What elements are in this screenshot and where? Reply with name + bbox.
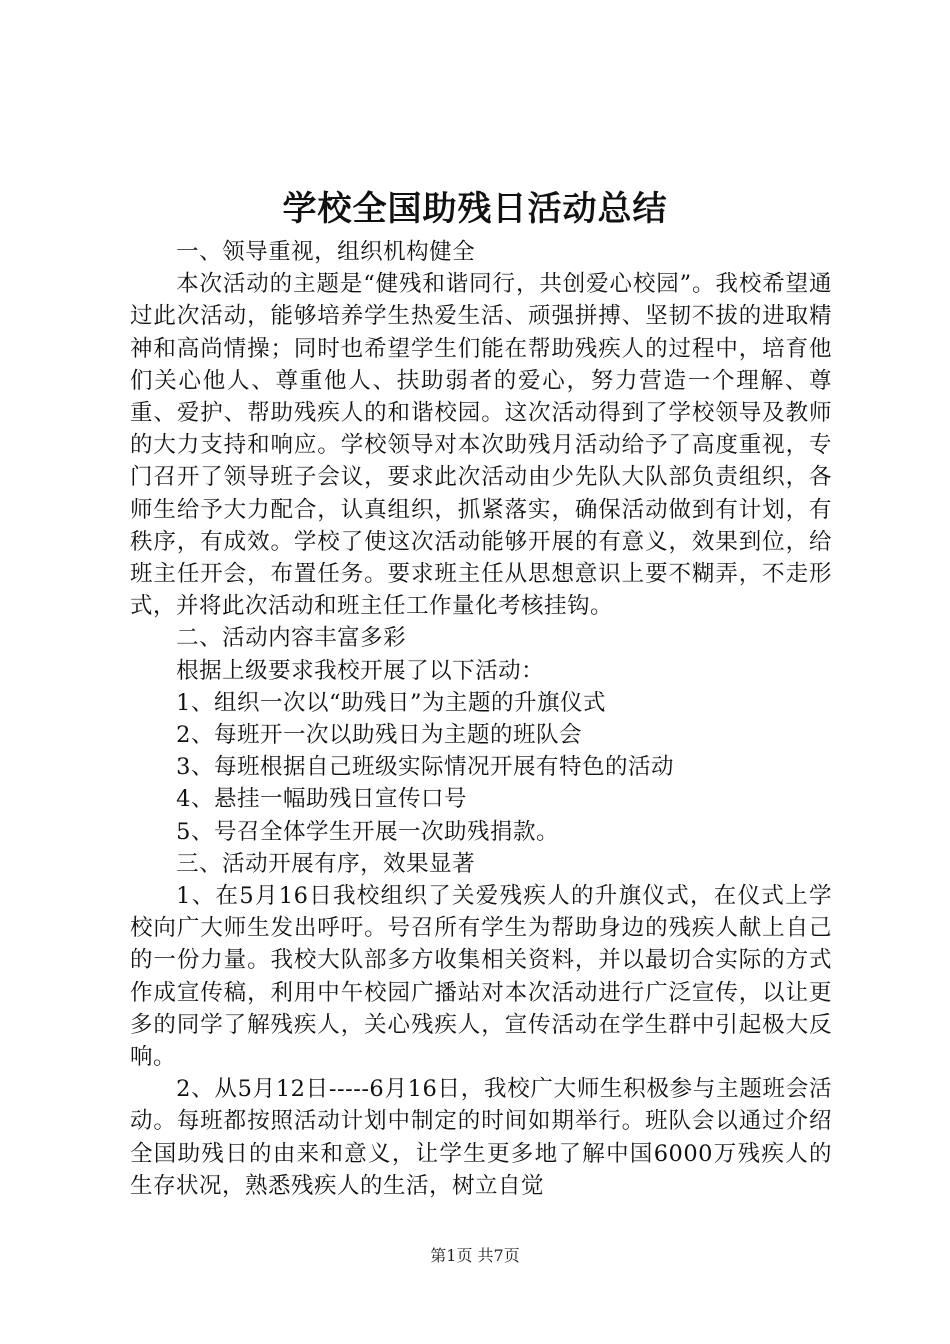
list-item: 2、每班开一次以助残日为主题的班队会: [176, 722, 582, 749]
list-item: 3、每班根据自己班级实际情况开展有特色的活动: [176, 754, 674, 781]
body-paragraph: 1、在5月16日我校组织了关爱残疾人的升旗仪式，在仪式上学校向广大师生发出呼吁。号召所有学生为帮助身边的残疾人献上自己的一份力量。我校大队部多方收集相关资料，并以最切合实际的方式作成宣传稿，利用中午校园广播站对本次活动进行广泛宣传，以让更多的同学了解残疾人，关心残疾人，宣传活动在学生群中引起极大反响。: [130, 883, 832, 1071]
document-body: [130, 236, 832, 1202]
section-heading: 三、活动开展有序，效果显著: [176, 850, 476, 877]
document-title: 学校全国助残日活动总结: [282, 189, 668, 229]
list-item: 4、悬挂一幅助残日宣传口号: [176, 786, 467, 813]
section-heading: 一、领导重视，组织机构健全: [176, 239, 476, 265]
body-paragraph: 根据上级要求我校开展了以下活动：: [176, 657, 545, 684]
list-item: 5、号召全体学生开展一次助残捐款。: [176, 818, 559, 845]
section-heading: 二、活动内容丰富多彩: [176, 625, 407, 652]
list-item: 1、组织一次以“助残日”为主题的升旗仪式: [176, 689, 606, 716]
page-footer: 第1页 共7页: [430, 1246, 520, 1265]
body-paragraph: 本次活动的主题是“健残和谐同行，共创爱心校园”。我校希望通过此次活动，能够培养学生热爱生活、顽强拼搏、坚韧不拔的进取精神和高尚情操；同时也希望学生们能在帮助残疾人的过程中，培育他们关心他人、尊重他人、扶助弱者的爱心，努力营造一个理解、尊重、爱护、帮助残疾人的和谐校园。这次活动得到了学校领导及教师的大力支持和响应。学校领导对本次助残月活动给予了高度重视，专门召开了领导班子会议，要求此次活动由少先队大队部负责组织，各师生给予大力配合，认真组织，抓紧落实，确保活动做到有计划，有秩序，有成效。学校了使这次活动能够开展的有意义，效果到位，给班主任开会，布置任务。要求班主任从思想意识上要不糊弄，不走形式，并将此次活动和班主任工作量化考核挂钩。: [130, 271, 832, 620]
body-paragraph: 2、从5月12日-----6月16日，我校广大师生积极参与主题班会活动。每班都按照活动计划中制定的时间如期举行。班队会以通过介绍全国助残日的由来和意义，让学生更多地了解中国6000万残疾人的生存状况，熟悉残疾人的生活，树立自觉: [130, 1076, 832, 1199]
